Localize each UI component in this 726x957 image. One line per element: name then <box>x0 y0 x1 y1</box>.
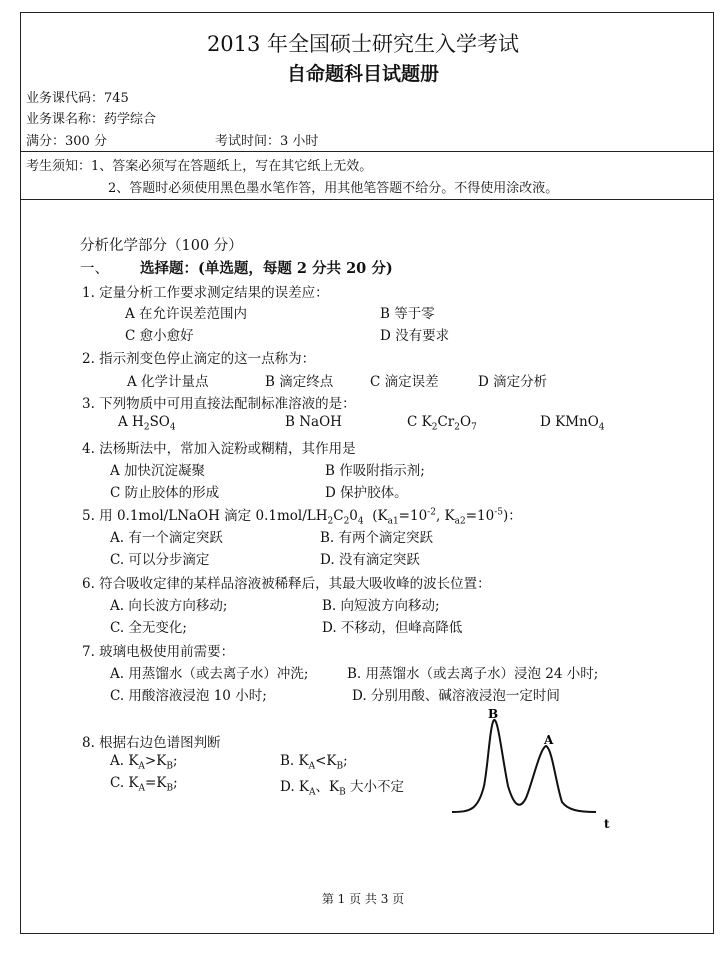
part-title: 选择题：(单选题，每题 2 分共 20 分) <box>140 260 393 277</box>
notice-line-2: 2、答题时必须使用黑色墨水笔作答，用其他笔答题不给分。不得使用涂改液。 <box>108 181 559 196</box>
course-code: 业务课代码：745 <box>26 91 129 106</box>
q8-option-c: C. $K_A=K_B$; <box>110 775 178 794</box>
q6-option-d: D. 不移动，但峰高降低 <box>322 620 463 636</box>
q7-option-d: D. 分别用酸、碱溶液浸泡一定时间 <box>352 688 560 704</box>
peak-b-label: B <box>488 707 499 721</box>
q7-option-c: C. 用酸溶液浸泡 10 小时; <box>110 688 267 704</box>
q4-option-c: C 防止胶体的形成 <box>110 485 220 501</box>
chromatogram-figure <box>446 706 626 836</box>
question-7-stem: 7. 玻璃电极使用前需要： <box>82 644 235 660</box>
q8-option-a: A. $K_A>K_B$; <box>110 753 178 772</box>
q6-option-a: A. 向长波方向移动; <box>110 598 228 614</box>
q1-option-c: C 愈小愈好 <box>125 328 194 344</box>
peak-a-label: A <box>544 733 554 747</box>
full-score: 满分：300 分 <box>26 134 107 149</box>
q4-option-a: A 加快沉淀凝聚 <box>110 463 206 479</box>
q5-option-d: D. 没有滴定突跃 <box>320 552 420 568</box>
q6-option-c: C. 全无变化; <box>110 620 187 636</box>
q5-option-a: A. 有一个滴定突跃 <box>110 530 223 546</box>
notice-divider <box>20 199 714 200</box>
q3-option-b: B NaOH <box>285 414 342 430</box>
exam-time: 考试时间：3 小时 <box>215 134 319 149</box>
q5-option-c: C. 可以分步滴定 <box>110 552 210 568</box>
question-2-stem: 2. 指示剂变色停止滴定的这一点称为： <box>82 351 316 367</box>
question-3-stem: 3. 下列物质中可用直接法配制标准溶液的是： <box>82 396 356 412</box>
q3-option-d: D KMnO$_4$ <box>540 414 605 433</box>
q1-option-b: B 等于零 <box>380 306 435 322</box>
q4-option-d: D 保护胶体。 <box>325 485 408 501</box>
chromatogram-curve <box>452 720 596 812</box>
q6-option-b: B. 向短波方向移动; <box>322 598 440 614</box>
q1-option-a: A 在允许误差范围内 <box>125 306 248 322</box>
q4-option-b: B 作吸附指示剂; <box>325 463 425 479</box>
header-divider <box>20 151 714 152</box>
q2-option-b: B 滴定终点 <box>265 374 334 390</box>
question-5-stem: 5. 用 0.1mol/LNaOH 滴定 $0.1mol/LH_2C_20_4$ ($K_{a1}=10^{-2}$, $K_{a2}=10^{-5}$)： <box>82 507 522 527</box>
exam-title: 2013 年全国硕士研究生入学考试 <box>206 32 520 56</box>
q1-option-d: D 没有要求 <box>380 328 450 344</box>
question-1-stem: 1. 定量分析工作要求测定结果的误差应： <box>82 285 329 301</box>
question-4-stem: 4. 法杨斯法中，常加入淀粉或糊精，其作用是 <box>82 441 356 457</box>
course-name: 业务课名称：药学综合 <box>26 112 157 127</box>
q8-option-d: D. $K_A$、$K_B$ 大小不定 <box>280 779 405 798</box>
q2-option-a: A 化学计量点 <box>127 374 209 390</box>
q2-option-d: D 滴定分析 <box>478 374 548 390</box>
time-axis-label: t <box>604 817 610 831</box>
section-title: 分析化学部分（100 分） <box>80 238 243 254</box>
q2-option-c: C 滴定误差 <box>370 374 439 390</box>
page-number: 第 1 页 共 3 页 <box>321 892 405 906</box>
q8-option-b: B. $K_A<K_B$; <box>280 753 348 772</box>
question-6-stem: 6. 符合吸收定律的某样品溶液被稀释后，其最大吸收峰的波长位置： <box>82 576 491 592</box>
q7-option-b: B. 用蒸馏水（或去离子水）浸泡 24 小时; <box>347 666 599 682</box>
exam-subtitle: 自命题科目试题册 <box>286 63 439 85</box>
part-number: 一、 <box>80 261 109 277</box>
q3-option-c: C $K_2Cr_2O_7$ <box>407 414 477 433</box>
question-8-stem: 8. 根据右边色谱图判断 <box>82 735 221 751</box>
q7-option-a: A. 用蒸馏水（或去离子水）冲洗; <box>110 666 309 682</box>
q5-option-b: B. 有两个滴定突跃 <box>320 530 434 546</box>
notice-line-1: 考生须知：1、答案必须写在答题纸上，写在其它纸上无效。 <box>26 159 373 174</box>
q3-option-a: A $H_2SO_4$ <box>118 414 176 433</box>
